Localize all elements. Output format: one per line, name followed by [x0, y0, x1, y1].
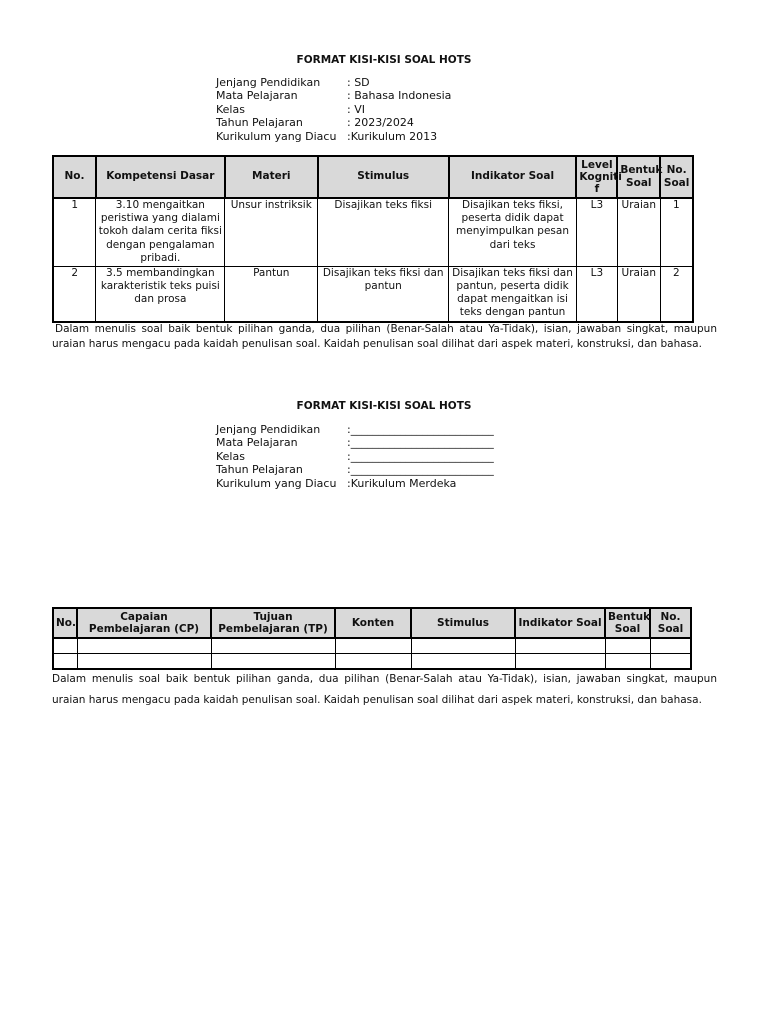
cell-empty	[335, 638, 411, 654]
meta-row	[216, 423, 494, 436]
col-header-level-kognitif: Level Kogniti f	[576, 156, 617, 198]
meta-row	[216, 450, 494, 463]
meta-label: Kurikulum yang Diacu	[216, 476, 337, 490]
col-header-materi: Materi	[225, 156, 318, 198]
cell-empty	[53, 654, 77, 670]
meta-row	[216, 116, 451, 129]
col-header-no: No.	[53, 156, 96, 198]
col-header-stimulus: Stimulus	[318, 156, 449, 198]
meta-value: :__________________________	[347, 423, 494, 436]
cell-kompetensi-dasar: 3.10 mengaitkan peristiwa yang dialami tokoh dalam cerita fiksi dengan pengalaman pribadi.	[96, 198, 225, 266]
section1-note: Dalam menulis soal baik bentuk pilihan ganda, dua pilihan (Benar-Salah atau Ya-Tidak), isian, jawaban singkat, maupun uraian harus mengacu pada kaidah penulisan soal. Kaidah penulisan soal dilihat dari aspek materi, konstruksi, dan bahasa.	[52, 323, 717, 350]
meta-value: : Bahasa Indonesia	[347, 89, 452, 103]
cell-empty	[411, 638, 515, 654]
cell-empty	[515, 654, 605, 670]
cell-empty	[77, 638, 211, 654]
section1-meta	[216, 76, 451, 143]
meta-value: :Kurikulum Merdeka	[347, 476, 457, 490]
cell-kompetensi-dasar: 3.5 membandingkan karakteristik teks puisi dan prosa	[96, 266, 225, 322]
table-row	[53, 198, 693, 266]
cell-bentuk-soal: Uraian	[617, 266, 660, 322]
cell-empty	[650, 654, 691, 670]
meta-label: Tahun Pelajaran	[216, 463, 303, 477]
col-header-indikator-soal: Indikator Soal	[515, 608, 605, 638]
section2-meta	[216, 423, 494, 490]
table-header-row	[53, 608, 691, 638]
cell-empty	[650, 638, 691, 654]
kisi-kisi-table-1	[52, 155, 694, 323]
cell-empty	[515, 638, 605, 654]
meta-value: : VI	[347, 102, 365, 116]
section2-title: FORMAT KISI-KISI SOAL HOTS	[296, 400, 472, 412]
cell-indikator-soal: Disajikan teks fiksi dan pantun, peserta didik dapat mengaitkan isi teks dengan pantun	[449, 266, 577, 322]
section2-note: Dalam menulis soal baik bentuk pilihan ganda, dua pilihan (Benar-Salah atau Ya-Tidak), isian, jawaban singkat, maupun uraian harus mengacu pada kaidah penulisan soal. Kaidah penulisan soal dilihat dari aspek materi, konstruksi, dan bahasa.	[52, 673, 717, 706]
cell-no-soal: 1	[660, 198, 693, 266]
meta-row	[216, 463, 494, 476]
cell-empty	[53, 638, 77, 654]
meta-label: Kelas	[216, 449, 245, 463]
col-header-stimulus: Stimulus	[411, 608, 515, 638]
cell-level-kognitif: L3	[576, 266, 617, 322]
col-header-bentuk-soal: Bentuk Soal	[617, 156, 660, 198]
col-header-indikator-soal: Indikator Soal	[449, 156, 577, 198]
cell-empty	[335, 654, 411, 670]
table-row	[53, 654, 691, 670]
cell-no-soal: 2	[660, 266, 693, 322]
meta-value: : SD	[347, 76, 370, 89]
cell-stimulus: Disajikan teks fiksi	[318, 198, 449, 266]
meta-row	[216, 76, 451, 89]
col-header-no-soal: No. Soal	[660, 156, 693, 198]
meta-row	[216, 89, 451, 102]
table-row	[53, 638, 691, 654]
meta-label: Kurikulum yang Diacu	[216, 129, 337, 143]
section1-title: FORMAT KISI-KISI SOAL HOTS	[296, 54, 472, 66]
meta-label: Tahun Pelajaran	[216, 116, 303, 130]
meta-row	[216, 477, 494, 490]
col-header-tujuan-pembelajaran: Tujuan Pembelajaran (TP)	[211, 608, 335, 638]
meta-label: Mata Pelajaran	[216, 89, 298, 103]
meta-row	[216, 130, 451, 143]
cell-bentuk-soal: Uraian	[617, 198, 660, 266]
cell-empty	[211, 638, 335, 654]
cell-empty	[605, 638, 650, 654]
cell-empty	[211, 654, 335, 670]
meta-value: : 2023/2024	[347, 116, 414, 130]
cell-stimulus: Disajikan teks fiksi dan pantun	[318, 266, 449, 322]
cell-empty	[605, 654, 650, 670]
meta-value: :__________________________	[347, 436, 494, 450]
table-header-row	[53, 156, 693, 198]
meta-label: Kelas	[216, 102, 245, 116]
col-header-capaian-pembelajaran: Capaian Pembelajaran (CP)	[77, 608, 211, 638]
cell-no: 2	[53, 266, 96, 322]
meta-value: :Kurikulum 2013	[347, 129, 438, 143]
col-header-no-soal: No. Soal	[650, 608, 691, 638]
col-header-no: No.	[53, 608, 77, 638]
meta-label: Jenjang Pendidikan	[216, 423, 321, 436]
meta-value: :__________________________	[347, 463, 494, 477]
cell-no: 1	[53, 198, 96, 266]
cell-empty	[411, 654, 515, 670]
cell-indikator-soal: Disajikan teks fiksi, peserta didik dapat menyimpulkan pesan dari teks	[449, 198, 577, 266]
meta-label: Jenjang Pendidikan	[216, 76, 321, 89]
meta-value: :__________________________	[347, 449, 494, 463]
cell-materi: Unsur instriksik	[225, 198, 318, 266]
kisi-kisi-table-2	[52, 607, 692, 670]
table-row	[53, 266, 693, 322]
meta-row	[216, 436, 494, 449]
col-header-kompetensi-dasar: Kompetensi Dasar	[96, 156, 225, 198]
cell-empty	[77, 654, 211, 670]
cell-level-kognitif: L3	[576, 198, 617, 266]
meta-label: Mata Pelajaran	[216, 436, 298, 450]
col-header-bentuk-soal: Bentuk Soal	[605, 608, 650, 638]
cell-materi: Pantun	[225, 266, 318, 322]
meta-row	[216, 103, 451, 116]
col-header-konten: Konten	[335, 608, 411, 638]
